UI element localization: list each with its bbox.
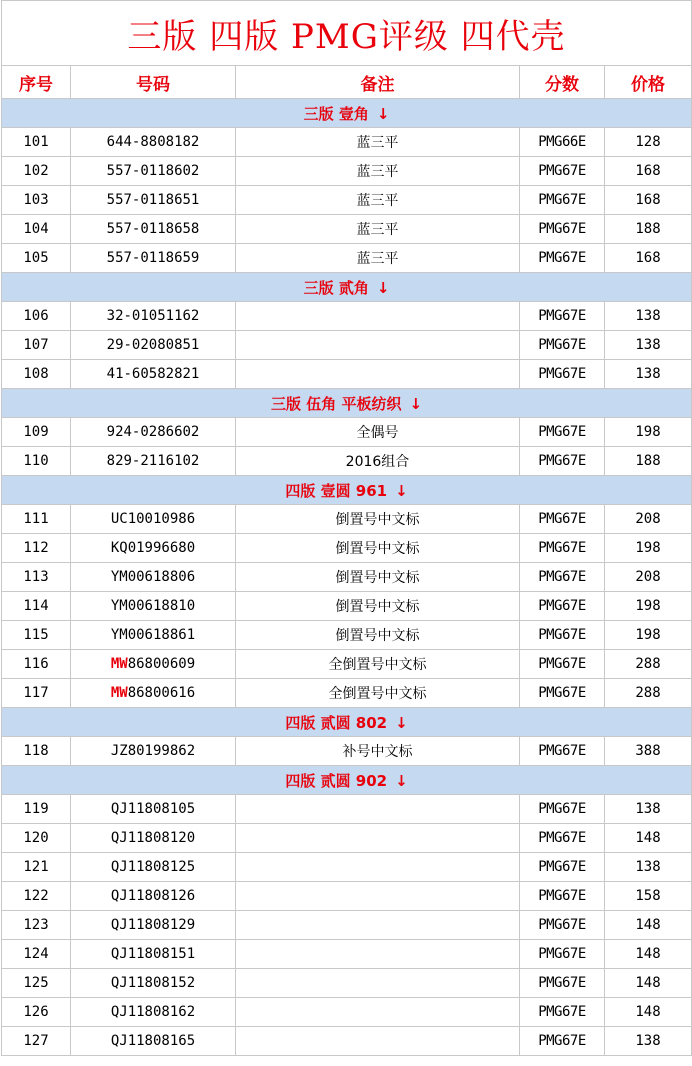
- serial-number: 32-01051162: [106, 308, 200, 324]
- cell-note: 补号中文标: [236, 737, 520, 766]
- cell-serial: [71, 360, 236, 389]
- section-header-row: [2, 273, 692, 302]
- serial-number: 86800609: [127, 656, 196, 672]
- cell-price: 158: [605, 882, 692, 911]
- cell-index: 113: [2, 563, 71, 592]
- cell-serial: [71, 679, 236, 708]
- cell-price: 128: [605, 128, 692, 157]
- serial-number: KQ01996680: [110, 540, 196, 556]
- cell-grade: PMG67E: [520, 998, 605, 1027]
- section-label: 三版 伍角 平板纺织: [271, 394, 402, 413]
- cell-index: 115: [2, 621, 71, 650]
- cell-price: 188: [605, 447, 692, 476]
- cell-index: 105: [2, 244, 71, 273]
- cell-price: 168: [605, 157, 692, 186]
- cell-price: 288: [605, 679, 692, 708]
- cell-note: 倒置号中文标: [236, 534, 520, 563]
- section-header: [2, 766, 692, 795]
- cell-serial: [71, 244, 236, 273]
- cell-note: [236, 795, 520, 824]
- cell-index: 104: [2, 215, 71, 244]
- section-header: [2, 476, 692, 505]
- cell-price: 168: [605, 244, 692, 273]
- table-row: [2, 911, 692, 940]
- cell-grade: PMG67E: [520, 447, 605, 476]
- header-serial: 号码: [71, 66, 236, 99]
- section-header-row: [2, 476, 692, 505]
- table-row: [2, 418, 692, 447]
- cell-grade: PMG67E: [520, 157, 605, 186]
- cell-serial: [71, 128, 236, 157]
- cell-serial: [71, 911, 236, 940]
- cell-serial: [71, 969, 236, 998]
- serial-number: QJ11808126: [110, 888, 196, 904]
- serial-number: YM00618806: [110, 569, 196, 585]
- cell-grade: PMG67E: [520, 592, 605, 621]
- price-table: [1, 0, 692, 1056]
- cell-grade: PMG67E: [520, 853, 605, 882]
- cell-index: 106: [2, 302, 71, 331]
- cell-note: 全偶号: [236, 418, 520, 447]
- header-price: 价格: [605, 66, 692, 99]
- cell-index: 107: [2, 331, 71, 360]
- cell-index: 127: [2, 1027, 71, 1056]
- cell-grade: PMG67E: [520, 302, 605, 331]
- cell-price: 138: [605, 795, 692, 824]
- cell-index: 103: [2, 186, 71, 215]
- cell-grade: PMG66E: [520, 128, 605, 157]
- table-row: [2, 824, 692, 853]
- cell-note: 倒置号中文标: [236, 621, 520, 650]
- cell-serial: [71, 795, 236, 824]
- cell-note: [236, 998, 520, 1027]
- serial-number: 924-0286602: [106, 424, 200, 440]
- cell-index: 110: [2, 447, 71, 476]
- cell-price: 138: [605, 331, 692, 360]
- cell-grade: PMG67E: [520, 621, 605, 650]
- cell-price: 138: [605, 302, 692, 331]
- serial-number: 829-2116102: [106, 453, 200, 469]
- cell-grade: PMG67E: [520, 679, 605, 708]
- table-row: [2, 157, 692, 186]
- cell-price: 288: [605, 650, 692, 679]
- table-row: [2, 1027, 692, 1056]
- cell-note: 倒置号中文标: [236, 505, 520, 534]
- cell-note: [236, 882, 520, 911]
- serial-number: QJ11808165: [110, 1033, 196, 1049]
- section-label: 三版 贰角: [303, 278, 369, 297]
- cell-note: 全倒置号中文标: [236, 650, 520, 679]
- cell-note: 蓝三平: [236, 215, 520, 244]
- cell-price: 148: [605, 824, 692, 853]
- cell-grade: PMG67E: [520, 795, 605, 824]
- serial-number: UC10010986: [110, 511, 196, 527]
- section-label: 三版 壹角: [303, 104, 369, 123]
- cell-note: [236, 302, 520, 331]
- serial-number: 41-60582821: [106, 366, 200, 382]
- serial-number: QJ11808105: [110, 801, 196, 817]
- cell-grade: PMG67E: [520, 215, 605, 244]
- cell-serial: [71, 824, 236, 853]
- serial-number: 557-0118651: [106, 192, 200, 208]
- cell-note: [236, 853, 520, 882]
- cell-grade: PMG67E: [520, 737, 605, 766]
- arrow-down-icon: ↓: [395, 771, 408, 790]
- section-label: 四版 贰圆 902: [285, 771, 388, 790]
- cell-note: [236, 331, 520, 360]
- cell-serial: [71, 737, 236, 766]
- cell-grade: PMG67E: [520, 186, 605, 215]
- arrow-down-icon: ↓: [376, 104, 390, 123]
- cell-price: 148: [605, 940, 692, 969]
- table-row: [2, 679, 692, 708]
- cell-serial: [71, 447, 236, 476]
- cell-grade: PMG67E: [520, 360, 605, 389]
- serial-number: QJ11808120: [110, 830, 196, 846]
- cell-note: 蓝三平: [236, 244, 520, 273]
- cell-note: 全倒置号中文标: [236, 679, 520, 708]
- cell-price: 148: [605, 998, 692, 1027]
- header-grade: 分数: [520, 66, 605, 99]
- cell-serial: [71, 1027, 236, 1056]
- cell-serial: [71, 331, 236, 360]
- cell-index: 123: [2, 911, 71, 940]
- cell-serial: [71, 998, 236, 1027]
- serial-number: YM00618861: [110, 627, 196, 643]
- cell-serial: [71, 563, 236, 592]
- cell-price: 198: [605, 592, 692, 621]
- table-row: [2, 186, 692, 215]
- cell-price: 168: [605, 186, 692, 215]
- table-row: [2, 940, 692, 969]
- cell-price: 188: [605, 215, 692, 244]
- serial-number: QJ11808125: [110, 859, 196, 875]
- serial-number: QJ11808152: [110, 975, 196, 991]
- cell-index: 122: [2, 882, 71, 911]
- arrow-down-icon: ↓: [395, 481, 408, 500]
- serial-prefix: MW: [110, 685, 128, 701]
- cell-price: 388: [605, 737, 692, 766]
- cell-grade: PMG67E: [520, 534, 605, 563]
- table-row: [2, 737, 692, 766]
- table-row: [2, 505, 692, 534]
- cell-note: [236, 824, 520, 853]
- serial-number: JZ80199862: [110, 743, 196, 759]
- cell-note: 2016组合: [236, 447, 520, 476]
- cell-index: 117: [2, 679, 71, 708]
- serial-number: 29-02080851: [106, 337, 200, 353]
- table-row: [2, 128, 692, 157]
- cell-serial: [71, 418, 236, 447]
- cell-note: 蓝三平: [236, 186, 520, 215]
- table-row: [2, 998, 692, 1027]
- table-row: [2, 447, 692, 476]
- cell-index: 102: [2, 157, 71, 186]
- serial-number: QJ11808151: [110, 946, 196, 962]
- cell-index: 126: [2, 998, 71, 1027]
- table-row: [2, 244, 692, 273]
- serial-number: QJ11808129: [110, 917, 196, 933]
- section-label: 四版 壹圆 961: [285, 481, 388, 500]
- cell-grade: PMG67E: [520, 505, 605, 534]
- cell-note: [236, 1027, 520, 1056]
- serial-number: YM00618810: [110, 598, 196, 614]
- section-header: [2, 708, 692, 737]
- cell-grade: PMG67E: [520, 1027, 605, 1056]
- cell-index: 125: [2, 969, 71, 998]
- cell-serial: [71, 157, 236, 186]
- table-row: [2, 563, 692, 592]
- cell-price: 208: [605, 505, 692, 534]
- cell-grade: PMG67E: [520, 331, 605, 360]
- cell-grade: PMG67E: [520, 824, 605, 853]
- cell-price: 138: [605, 853, 692, 882]
- table-row: [2, 215, 692, 244]
- cell-grade: PMG67E: [520, 418, 605, 447]
- cell-grade: PMG67E: [520, 911, 605, 940]
- section-header-row: [2, 389, 692, 418]
- cell-index: 119: [2, 795, 71, 824]
- table-row: [2, 853, 692, 882]
- table-row: [2, 795, 692, 824]
- cell-index: 114: [2, 592, 71, 621]
- cell-note: 蓝三平: [236, 157, 520, 186]
- section-header-row: [2, 708, 692, 737]
- cell-serial: [71, 882, 236, 911]
- serial-number: 557-0118658: [106, 221, 200, 237]
- cell-index: 111: [2, 505, 71, 534]
- cell-index: 112: [2, 534, 71, 563]
- cell-note: 蓝三平: [236, 128, 520, 157]
- cell-grade: PMG67E: [520, 563, 605, 592]
- serial-number: 644-8808182: [106, 134, 200, 150]
- cell-price: 198: [605, 534, 692, 563]
- section-header: [2, 273, 692, 302]
- cell-note: 倒置号中文标: [236, 592, 520, 621]
- table-row: [2, 592, 692, 621]
- table-row: [2, 882, 692, 911]
- cell-index: 108: [2, 360, 71, 389]
- cell-serial: [71, 650, 236, 679]
- cell-price: 138: [605, 1027, 692, 1056]
- cell-note: [236, 940, 520, 969]
- section-header: [2, 99, 692, 128]
- cell-note: [236, 360, 520, 389]
- serial-number: 86800616: [127, 685, 196, 701]
- cell-serial: [71, 186, 236, 215]
- serial-prefix: MW: [110, 656, 128, 672]
- arrow-down-icon: ↓: [376, 278, 390, 297]
- table-row: [2, 360, 692, 389]
- header-row: [2, 66, 692, 99]
- serial-number: 557-0118602: [106, 163, 200, 179]
- cell-price: 148: [605, 911, 692, 940]
- cell-serial: [71, 302, 236, 331]
- section-label: 四版 贰圆 802: [285, 713, 388, 732]
- arrow-down-icon: ↓: [395, 713, 408, 732]
- section-header-row: [2, 766, 692, 795]
- title-row: [2, 1, 692, 66]
- section-header-row: [2, 99, 692, 128]
- cell-serial: [71, 940, 236, 969]
- cell-serial: [71, 215, 236, 244]
- cell-price: 198: [605, 621, 692, 650]
- cell-index: 101: [2, 128, 71, 157]
- table-row: [2, 534, 692, 563]
- header-index: 序号: [2, 66, 71, 99]
- cell-index: 124: [2, 940, 71, 969]
- table-row: [2, 302, 692, 331]
- cell-price: 148: [605, 969, 692, 998]
- section-header: [2, 389, 692, 418]
- cell-note: 倒置号中文标: [236, 563, 520, 592]
- table-row: [2, 621, 692, 650]
- cell-price: 198: [605, 418, 692, 447]
- cell-grade: PMG67E: [520, 244, 605, 273]
- cell-index: 116: [2, 650, 71, 679]
- cell-note: [236, 911, 520, 940]
- cell-serial: [71, 853, 236, 882]
- cell-index: 121: [2, 853, 71, 882]
- cell-index: 118: [2, 737, 71, 766]
- cell-index: 120: [2, 824, 71, 853]
- serial-number: QJ11808162: [110, 1004, 196, 1020]
- cell-grade: PMG67E: [520, 969, 605, 998]
- table-body: [2, 1, 692, 1056]
- cell-price: 208: [605, 563, 692, 592]
- table-row: [2, 650, 692, 679]
- sheet-title: 三版 四版 PMG评级 四代壳: [2, 1, 692, 66]
- cell-grade: PMG67E: [520, 882, 605, 911]
- arrow-down-icon: ↓: [409, 394, 423, 413]
- cell-serial: [71, 534, 236, 563]
- table-row: [2, 331, 692, 360]
- header-note: 备注: [236, 66, 520, 99]
- cell-note: [236, 969, 520, 998]
- cell-price: 138: [605, 360, 692, 389]
- cell-serial: [71, 505, 236, 534]
- cell-serial: [71, 592, 236, 621]
- cell-serial: [71, 621, 236, 650]
- table-row: [2, 969, 692, 998]
- serial-number: 557-0118659: [106, 250, 200, 266]
- cell-index: 109: [2, 418, 71, 447]
- cell-grade: PMG67E: [520, 940, 605, 969]
- cell-grade: PMG67E: [520, 650, 605, 679]
